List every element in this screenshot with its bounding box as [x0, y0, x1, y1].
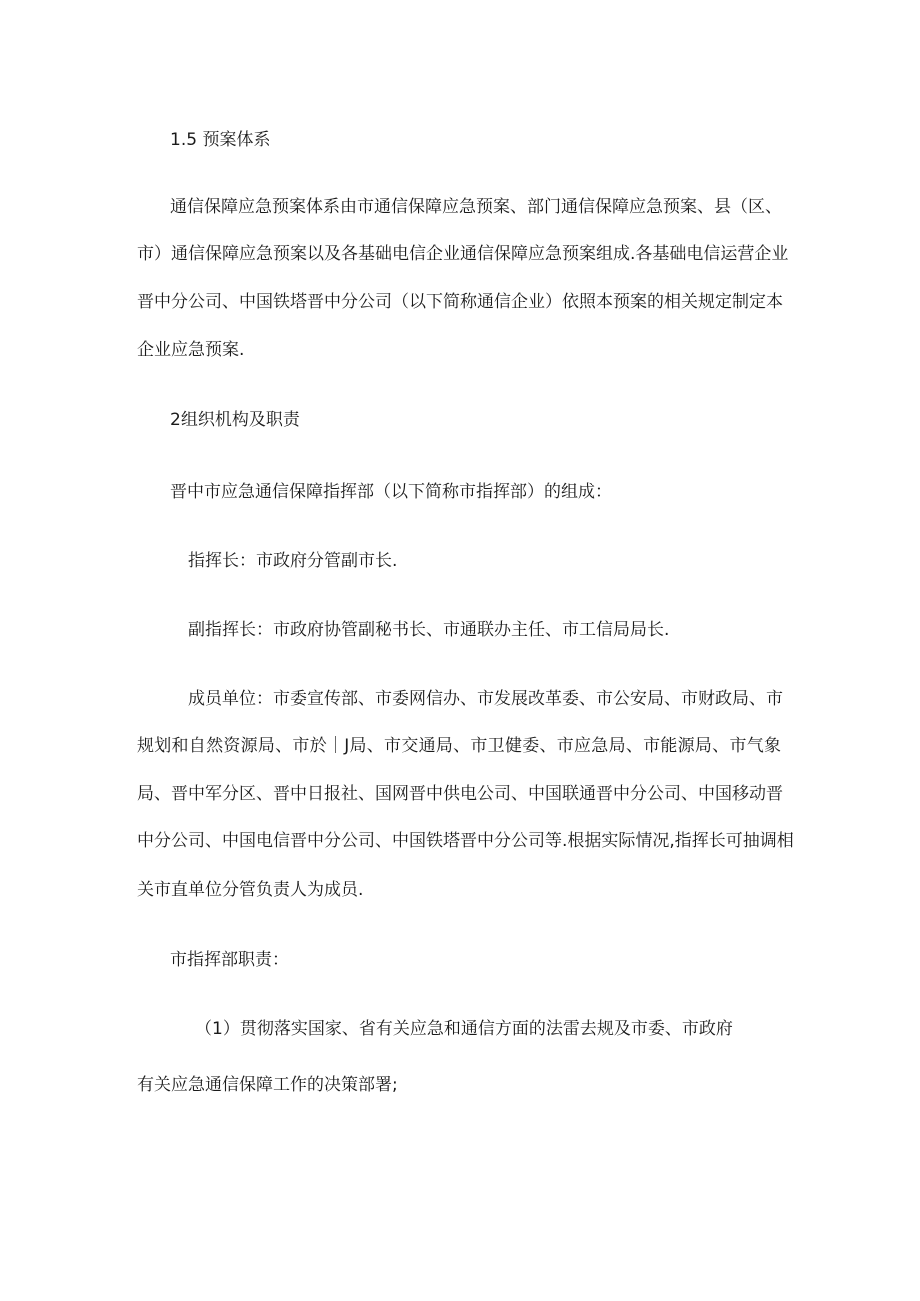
paragraph-line: 市）通信保障应急预案以及各基础电信企业通信保障应急预案组成.各基础电信运营企业 — [137, 244, 789, 264]
members-line: 规划和自然资源局、市於｜J局、市交通局、市卫健委、市应急局、市能源局、市气象 — [137, 736, 781, 756]
duties-heading: 市指挥部职责： — [170, 950, 289, 970]
paragraph-line: 通信保障应急预案体系由市通信保障应急预案、部门通信保障应急预案、县（区、 — [170, 197, 782, 217]
paragraph-line: 晋中分公司、中国铁塔晋中分公司（以下简称通信企业）依照本预案的相关规定制定本 — [137, 292, 783, 312]
members-line: 关市直单位分管负责人为成员. — [137, 880, 364, 900]
members-line: 中分公司、中国电信晋中分公司、中国铁塔晋中分公司等.根据实际情况,指挥长可抽调相 — [137, 831, 794, 851]
section-heading-1-5: 1.5 预案体系 — [170, 130, 271, 150]
deputy-commander-line: 副指挥长：市政府协管副秘书长、市通联办主任、市工信局局长. — [188, 620, 670, 640]
duty-line: 有关应急通信保障工作的决策部署; — [137, 1075, 398, 1095]
duty-line: （1）贯彻落实国家、省有关应急和通信方面的法雷去规及市委、市政府 — [195, 1019, 733, 1039]
commander-line: 指挥长：市政府分管副市长. — [188, 551, 398, 571]
section-heading-2: 2组织机构及职责 — [170, 410, 300, 430]
members-line: 局、晋中军分区、晋中日报社、国网晋中供电公司、中国联通晋中分公司、中国移动晋 — [137, 784, 783, 804]
paragraph-line: 企业应急预案. — [137, 340, 245, 360]
paragraph-line: 晋中市应急通信保障指挥部（以下简称市指挥部）的组成： — [170, 482, 612, 502]
members-line: 成员单位：市委宣传部、市委网信办、市发展改革委、市公安局、市财政局、市 — [188, 689, 783, 709]
